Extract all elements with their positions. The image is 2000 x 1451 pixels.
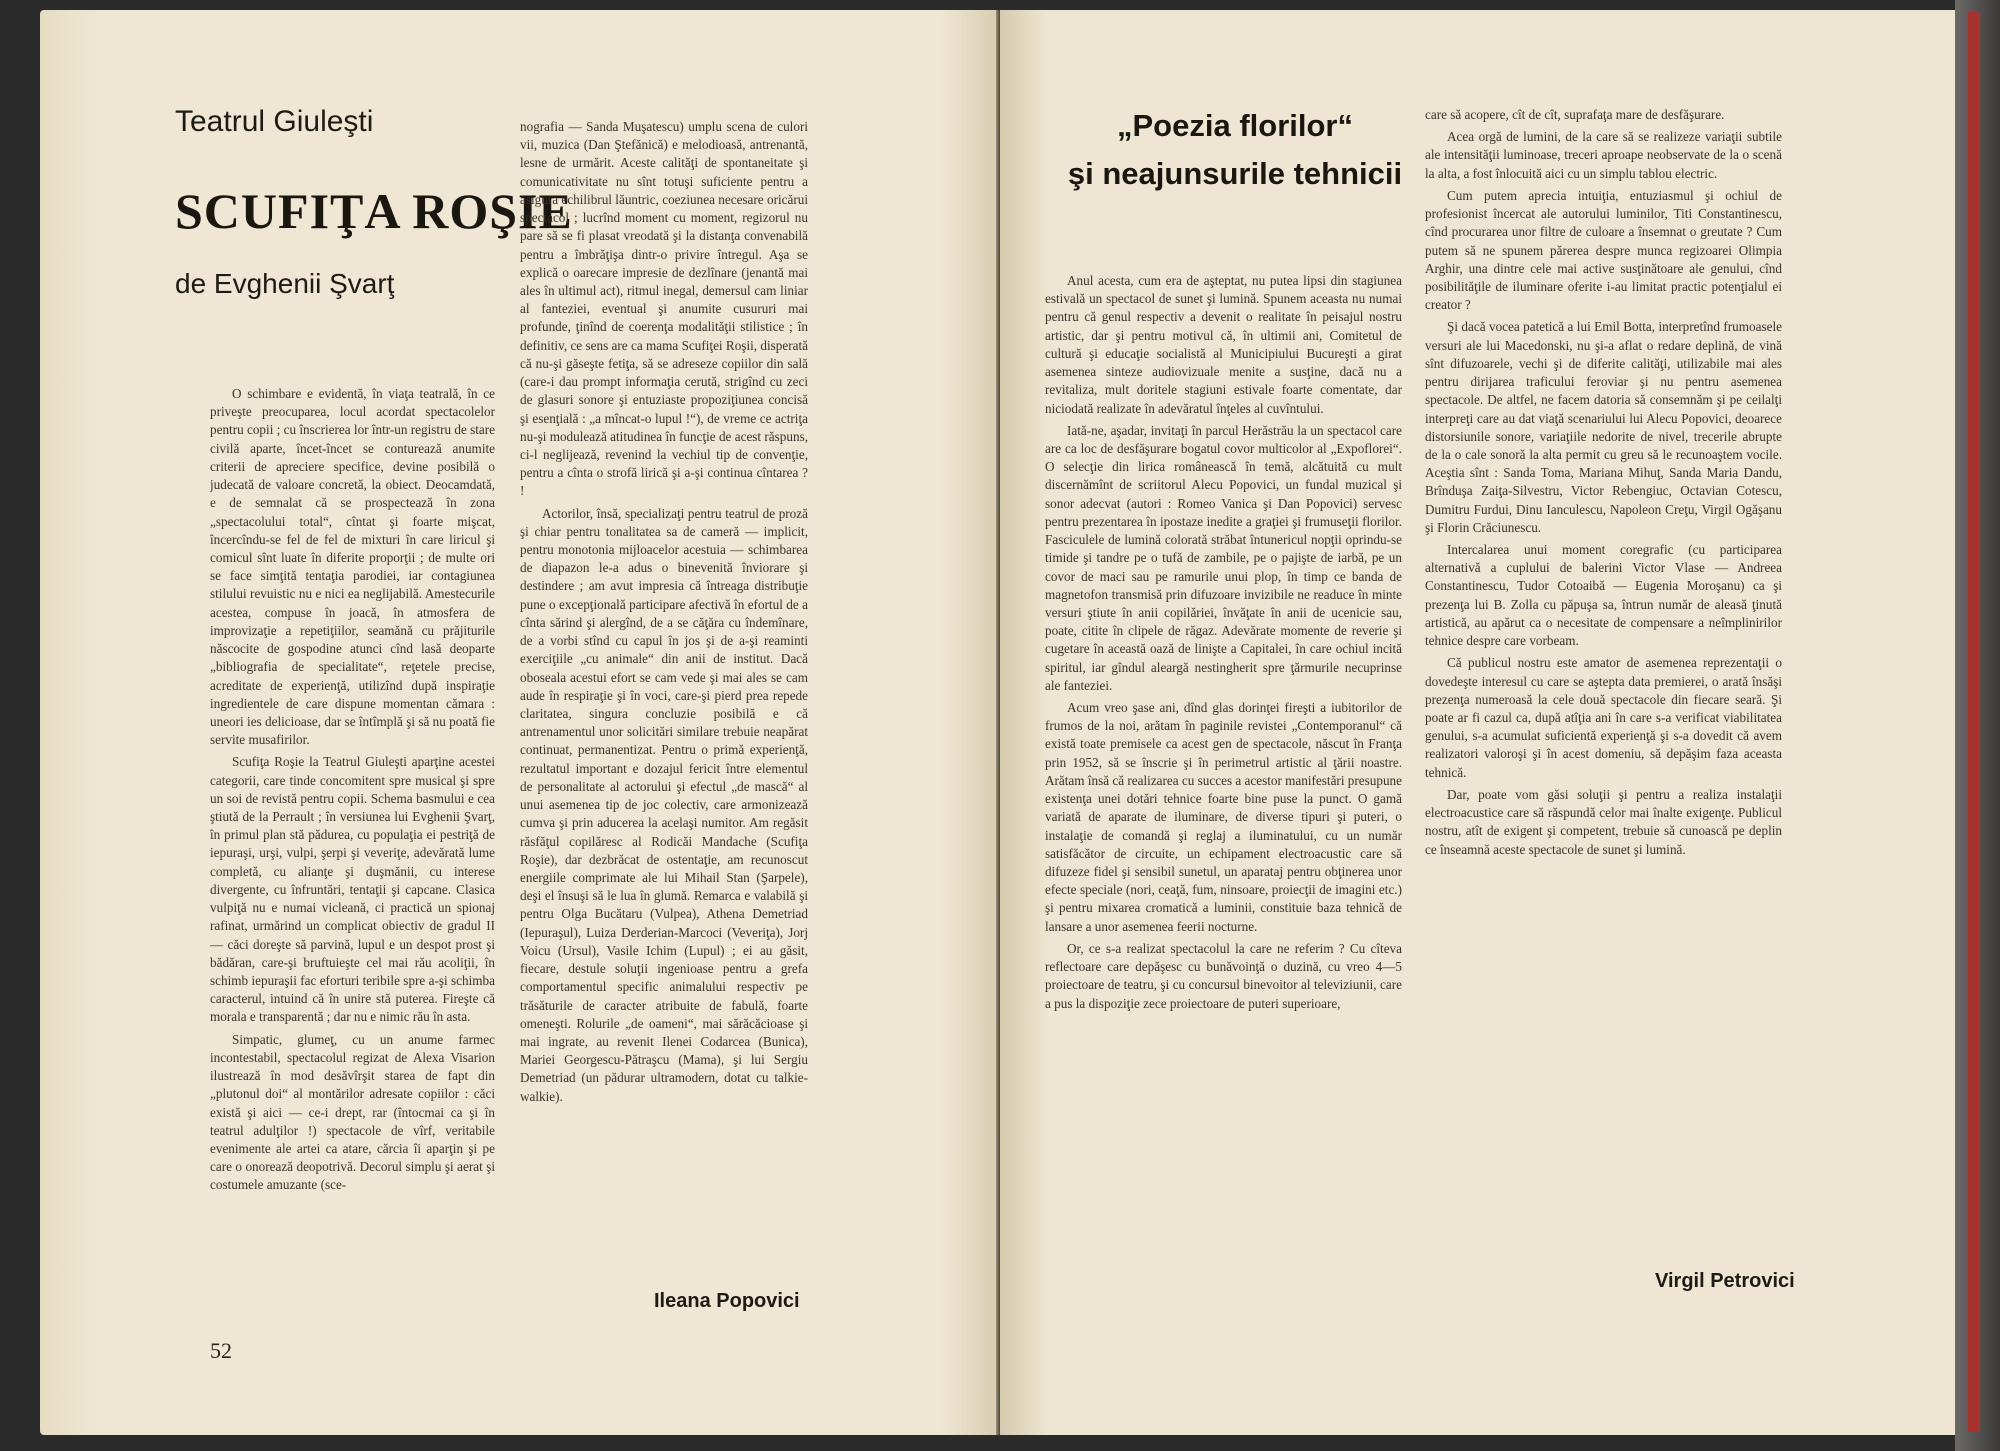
paragraph: O schimbare e evidentă, în viaţa teatrală, în ce priveşte preocuparea, locul acordat spectacolelor pentru copii ; cu înscrierea lor într-un registru de stare civilă aparte, încet-încet se conturează anumite criterii de apreciere specifice, devine posibilă o judecată de valoare concretă, la obiect. Deocamdată, e de semnalat că se prospectează în zona „spectacolului total“, cîntat şi foarte mişcat, încercîndu-se fel de fel de mixturi în care liricul şi comicul sînt luate în diferite proporţii ; de multe ori se face simţită tentaţia parodiei, iar contagiunea stilului revuistic nu e nici ea neglijabilă. Amestecurile acestea, compuse în joacă, în atmosfera de improvizaţie a repetiţiilor, seamănă cu prăjiturile născocite de gospodine atunci cînd lasă deoparte „bibliografia de specialitate“, reţetele precise, acreditate de experienţă, utilizînd după inspiraţie ingredientele de care dispune momentan cămara : uneori ies delicioase, dar se întîmplă şi să nu poată fie servite musafirilor. bbox=[210, 386, 495, 748]
paragraph: Anul acesta, cum era de aşteptat, nu putea lipsi din stagiunea estivală un spectacol de sunet şi lumină. Spunem aceasta nu numai pentru că genul respectiv a devenit o realitate în peisajul nostru artistic, dar şi pentru motivul că, în ultimii ani, Comitetul de cultură şi educaţie socialistă al Municipiului Bucureşti a girat asemenea sinteze audiovizuale menite a susţine, dacă nu a revitaliza, mult doritele stagiuni estivale foarte comentate, dar niciodată realizate în adevăratul înţeles al cuvîntului. bbox=[1045, 273, 1402, 416]
paragraph: Şi dacă vocea patetică a lui Emil Botta, interpretînd frumoasele versuri ale lui Macedonski, nu şi-a aflat o redare deplină, de vină sînt difuzoarele, vechi şi de diferite calităţi, utilizabile mai ales pentru dirijarea traficului feroviar şi nu pentru asemenea spectacole. De altfel, ne facem datoria să consemnăm şi pe ceilalţi interpreţi care au dat viaţă scenariului lui Alecu Popovici, deoarece distorsiunile sonore, variaţiile nedorite de nivel, trecerile abrupte de la o cale sonoră la alta permit cu greu să le recunoaştem vocile. Aceştia sînt : Sanda Toma, Mariana Mihuţ, Sanda Maria Dandu, Brînduşa Zaiţa-Silvestru, Victor Rebengiuc, Octavian Cotescu, Dumitru Furdui, Dinu Ianculescu, Napoleon Creţu, Virgil Ogăşanu şi Florin Crăciunescu. bbox=[1425, 319, 1782, 535]
paragraph: Că publicul nostru este amator de asemenea reprezentaţii o dovedeşte interesul cu care se aştepta data premierei, o arată însăşi prezenţa numeroasă la cele două spectacole din fiecare seară. Şi poate ar fi cazul ca, după atîţia ani în care s-a verificat viabilitatea genului, s-a acumulat suficientă experienţă şi s-a dovedit că avem realizatori valoroşi şi în acest domeniu, să depăşim faza aceasta tehnică. bbox=[1425, 655, 1782, 780]
left-article-column-1 bbox=[210, 385, 495, 1320]
right-article-column-1 bbox=[1045, 272, 1402, 1307]
right-article-signature: Virgil Petrovici bbox=[1655, 1270, 1795, 1292]
paragraph: Dar, poate vom găsi soluţii şi pentru a realiza instalaţii electroacustice care să răspundă celor mai înalte exigenţe. Publicul nostru, atît de exigent şi competent, trebuie să cunoască pe deplin ce înseamnă aceste spectacole de sunet şi lumină. bbox=[1425, 786, 1782, 857]
page-number: 52 bbox=[210, 1338, 232, 1363]
right-article-column-2 bbox=[1425, 106, 1782, 1256]
paragraph: Actorilor, însă, specializaţi pentru teatrul de proză şi chiar pentru tonalitatea sa de cameră — implicit, pentru monotonia mijloacelor acestuia — schimbarea de diapazon le-a adus o binevenită înviorare şi destindere ; am avut impresia că întreaga distribuţie pune o excepţională participare afectivă în efortul de a cînta sărind şi alergînd, de a se căţăra cu îndemînare, de a vorbi stînd cu capul în jos şi de a-şi reaminti exerciţiile „cu animale“ din anii de institut. Dacă oboseala acestui efort se cam vede şi mai ales se cam aude în respiraţie şi în voci, care-şi pierd prea repede claritatea, singura concluzie posibilă e că antrenamentul unor solicitări similare trebuie neapărat continuat, permanentizat. Pentru o primă experienţă, rezultatul important e dozajul fericit între elementul de personalitate al actorului şi efectul „de mască“ al unui asemenea tip de joc colectiv, care armonizează cumva şi prin aducerea la acelaşi numitor. Am regăsit răsfăţul copilăresc al Rodicăi Mandache (Scufiţa Roşie), dar dezbrăcat de ostentaţie, am recunoscut energiile comprimate ale lui Mihail Stan (Şarpele), deşi el însuşi să le lua în glumă. Remarca e valabilă şi pentru Olga Bucătaru (Vulpea), Athena Demetriad (Iepuraşul), Luiza Derderian-Marcoci (Veveriţa), Jorj Voicu (Ursul), Vasile Ichim (Lupul) ; ei au găsit, fiecare, destule soluţii ingenioase pentru a grefa comportamentul specific animalului respectiv pe trăsăturile de caracter atribuite de fabulă, foarte omeneşti. Rolurile „de oameni“, mai sărăcăcioase şi mai ingrate, au revenit Ilenei Codarcea (Bunica), Mariei Georgescu-Pătraşcu (Mama), şi lui Sergiu Demetriad (un pădurar ultramodern, dotat cu talkie-walkie). bbox=[520, 505, 808, 1104]
paragraph: Acum vreo şase ani, dînd glas dorinţei fireşti a iubitorilor de frumos de la noi, arătam în paginile revistei „Contemporanul“ că există toate premisele ca acest gen de spectacole, născut în Franţa prin 1952, să se înscrie şi în perimetrul artistic al ţării noastre. Arătam însă că realizarea cu succes a acestor manifestări presupune existenţa unei dotări tehnice foarte bine puse la punct. O gamă variată de aparate de iluminare, de diverse tipuri şi puteri, o instalaţie de comandă şi reglaj a iluminatului, cu un număr satisfăcător de circuite, un echipament electroacustic care să difuzeze fidel şi sensibil sunetul, un aparataj pentru obţinerea unor efecte speciale (nori, ceaţă, fum, ninsoare, proiecţii de imagini etc.) şi pentru mixarea cromatică a luminii, constituie baza tehnică de lansare a unor asemenea feerii nocturne. bbox=[1045, 700, 1402, 934]
paragraph: nografia — Sanda Muşatescu) umplu scena de culori vii, muzica (Dan Ştefănică) e melodioasă, antrenantă, lesne de urmărit. Aceste calităţi de spontaneitate şi comunicativitate nu sînt totuşi suficiente pentru a asigura echilibrul lăuntric, coeziunea necesare oricărui spectacol ; lucrînd moment cu moment, regizorul nu pare să se fi plasat vreodată şi la distanţa convenabilă pentru a îmbrăţişa dintr-o privire întregul. Aşa se explică o oarecare impresie de dezlînare (jenantă mai ales în ultimul act), ritmul inegal, demersul cam liniar al fanteziei, eventual şi anumite cusururi mai profunde, ţinînd de coerenţa modalităţii stilistice ; în definitiv, ce sens are ca mama Scufiţei Roşii, disperată că nu-şi găseşte fetiţa, să se adreseze copiilor din sală (care-i dau prompt informaţia cerută, strigînd cu zeci de glasuri sonore şi entuziaste propoziţiunea concisă şi esenţială : „a mîncat-o lupul !“), de vreme ce actriţa nu-şi modulează atitudinea în funcţie de acest răspuns, ci-l neglijează, revenind la vechiul tip de convenţie, pentru a cînta o strofă lirică şi a-şi continua cîntarea ? ! bbox=[520, 119, 808, 499]
right-page bbox=[1000, 10, 1955, 1435]
theatre-header: Teatrul Giuleşti bbox=[175, 105, 374, 138]
title-line-1: „Poezia florilor“ bbox=[1117, 108, 1353, 143]
article-author-line: de Evghenii Şvarţ bbox=[175, 268, 395, 299]
right-article-title bbox=[1065, 102, 1405, 198]
paragraph: Simpatic, glumeţ, cu un anume farmec incontestabil, spectacolul regizat de Alexa Visarion ilustrează în mod desăvîrşit starea de fapt din „plutonul doi“ al montărilor adresate copiilor : căci există şi aici — ce-i drept, rar (întocmai ca şi în teatrul adulţilor !) spectacole de vîrf, veritabile evenimente ale artei ca atare, cărcia îi aparţin şi pe care o onorează deopotrivă. Decorul simplu şi aerat şi costumele amuzante (sce- bbox=[210, 1031, 495, 1193]
paragraph: Cum putem aprecia intuiţia, entuziasmul şi ochiul de profesionist încercat ale autorului luminilor, Titi Constantinescu, cînd procurarea unor filtre de culoare a însemnat o greutate ? Cum putem să ne spunem părerea despre munca regizoarei Olimpia Arghir, una dintre cele mai active susţinătoare ale genului, cînd posibilităţile de iluminare oferite i-au limitat practic potenţialul ei creator ? bbox=[1425, 187, 1782, 313]
paragraph: Iată-ne, aşadar, invitaţi în parcul Herăstrău la un spectacol care are ca loc de desfăşurare bogatul covor multicolor al „Expoflorei“. O selecţie din lirica românească în temă, alcătuită cu mult discernămînt de scriitorul Alecu Popovici, un fundal muzical şi sonor adecvat (autori : Romeo Vanica şi Dan Popovici) servesc pentru prezentarea în ipostaze inedite a graţiei şi frumuseţii florilor. Fasciculele de lumină colorată străbat întunericul nopţii oprindu-se timide şi tandre pe o tufă de zambile, pe o pajişte de iarbă, pe un covor de maci sau pe ramurile unui plop, în timp ce banda de magnetofon transmisă prin difuzoare invizibile ne readuce în minte versuri ştiute în anii copilăriei, învăţate în anii de ucenicie sau, poate, citite în clipele de răgaz. Adevărate momente de reverie şi cugetare în această oază de linişte a Capitalei, în care ochiul incită spiritul, iar gîndul aleargă nestingherit spre ţărmurile necuprinse ale fanteziei. bbox=[1045, 422, 1402, 693]
article-title: SCUFIŢA ROŞIE bbox=[175, 183, 573, 239]
paragraph: Intercalarea unui moment coregrafic (cu participarea alternativă a cuplului de balerini Victor Vlase — Andreea Constantinescu, Tudor Cotoaibă — Eugenia Moroşanu) ca şi prezenţa lui B. Zolla cu păpuşa sa, întrun număr de aleasă ţinută artistică, au apărut ca o necesitate de compensare a neîmplinirilor tehnice despre care vorbeam. bbox=[1425, 542, 1782, 649]
left-article-signature: Ileana Popovici bbox=[654, 1290, 800, 1312]
left-article-column-2 bbox=[520, 118, 808, 1278]
paragraph: Or, ce s-a realizat spectacolul la care ne referim ? Cu cîteva reflectoare care depăşesc cu bunăvoinţă o duzină, cu vreo 4—5 proiectoare de teatru, şi cu concursul binevoitor al televiziunii, care a pus la dispoziţie zece proiectoare de puteri superioare, bbox=[1045, 940, 1402, 1011]
paragraph: Acea orgă de lumini, de la care să se realizeze variaţii subtile ale intensităţii luminoase, treceri aproape neobservate de la o scenă la alta, a fost înlocuită aici cu un simplu tablou electric. bbox=[1425, 129, 1782, 181]
left-page bbox=[40, 10, 998, 1435]
title-line-2: şi neajunsurile tehnicii bbox=[1067, 156, 1403, 191]
book-cover-red-band bbox=[1968, 12, 1980, 1432]
paragraph: care să acopere, cît de cît, suprafaţa mare de desfăşurare. bbox=[1425, 107, 1725, 122]
paragraph: Scufiţa Roşie la Teatrul Giuleşti aparţine acestei categorii, care tinde concomitent spre musical şi spre un soi de revistă pentru copii. Schema basmului e cea ştiută de la Perrault ; în versiunea lui Evghenii Şvarţ, în primul plan stă pădurea, cu populaţia ei pestriţă de iepuraşi, urşi, vulpi, şerpi şi veveriţe, adevărată lume completă, cu alianţe şi duşmănii, cu interese divergente, cu înfruntări, tentaţii şi capcane. Clasica vulpiţă nu e numai vicleană, ci practică un spionaj rafinat, urmărind un complicat obiectiv de gradul II — căci doreşte să parvină, lupul e un despot prost şi bădăran, care-şi bruftuieşte cel mai rău acoliţii, în schimb iepuraşii fac eforturi teribile spre a-şi schimba caracterul, intuind că în unire stă puterea. Fireşte că morala e transparentă ; dar nu e nimic rău în asta. bbox=[210, 754, 495, 1025]
